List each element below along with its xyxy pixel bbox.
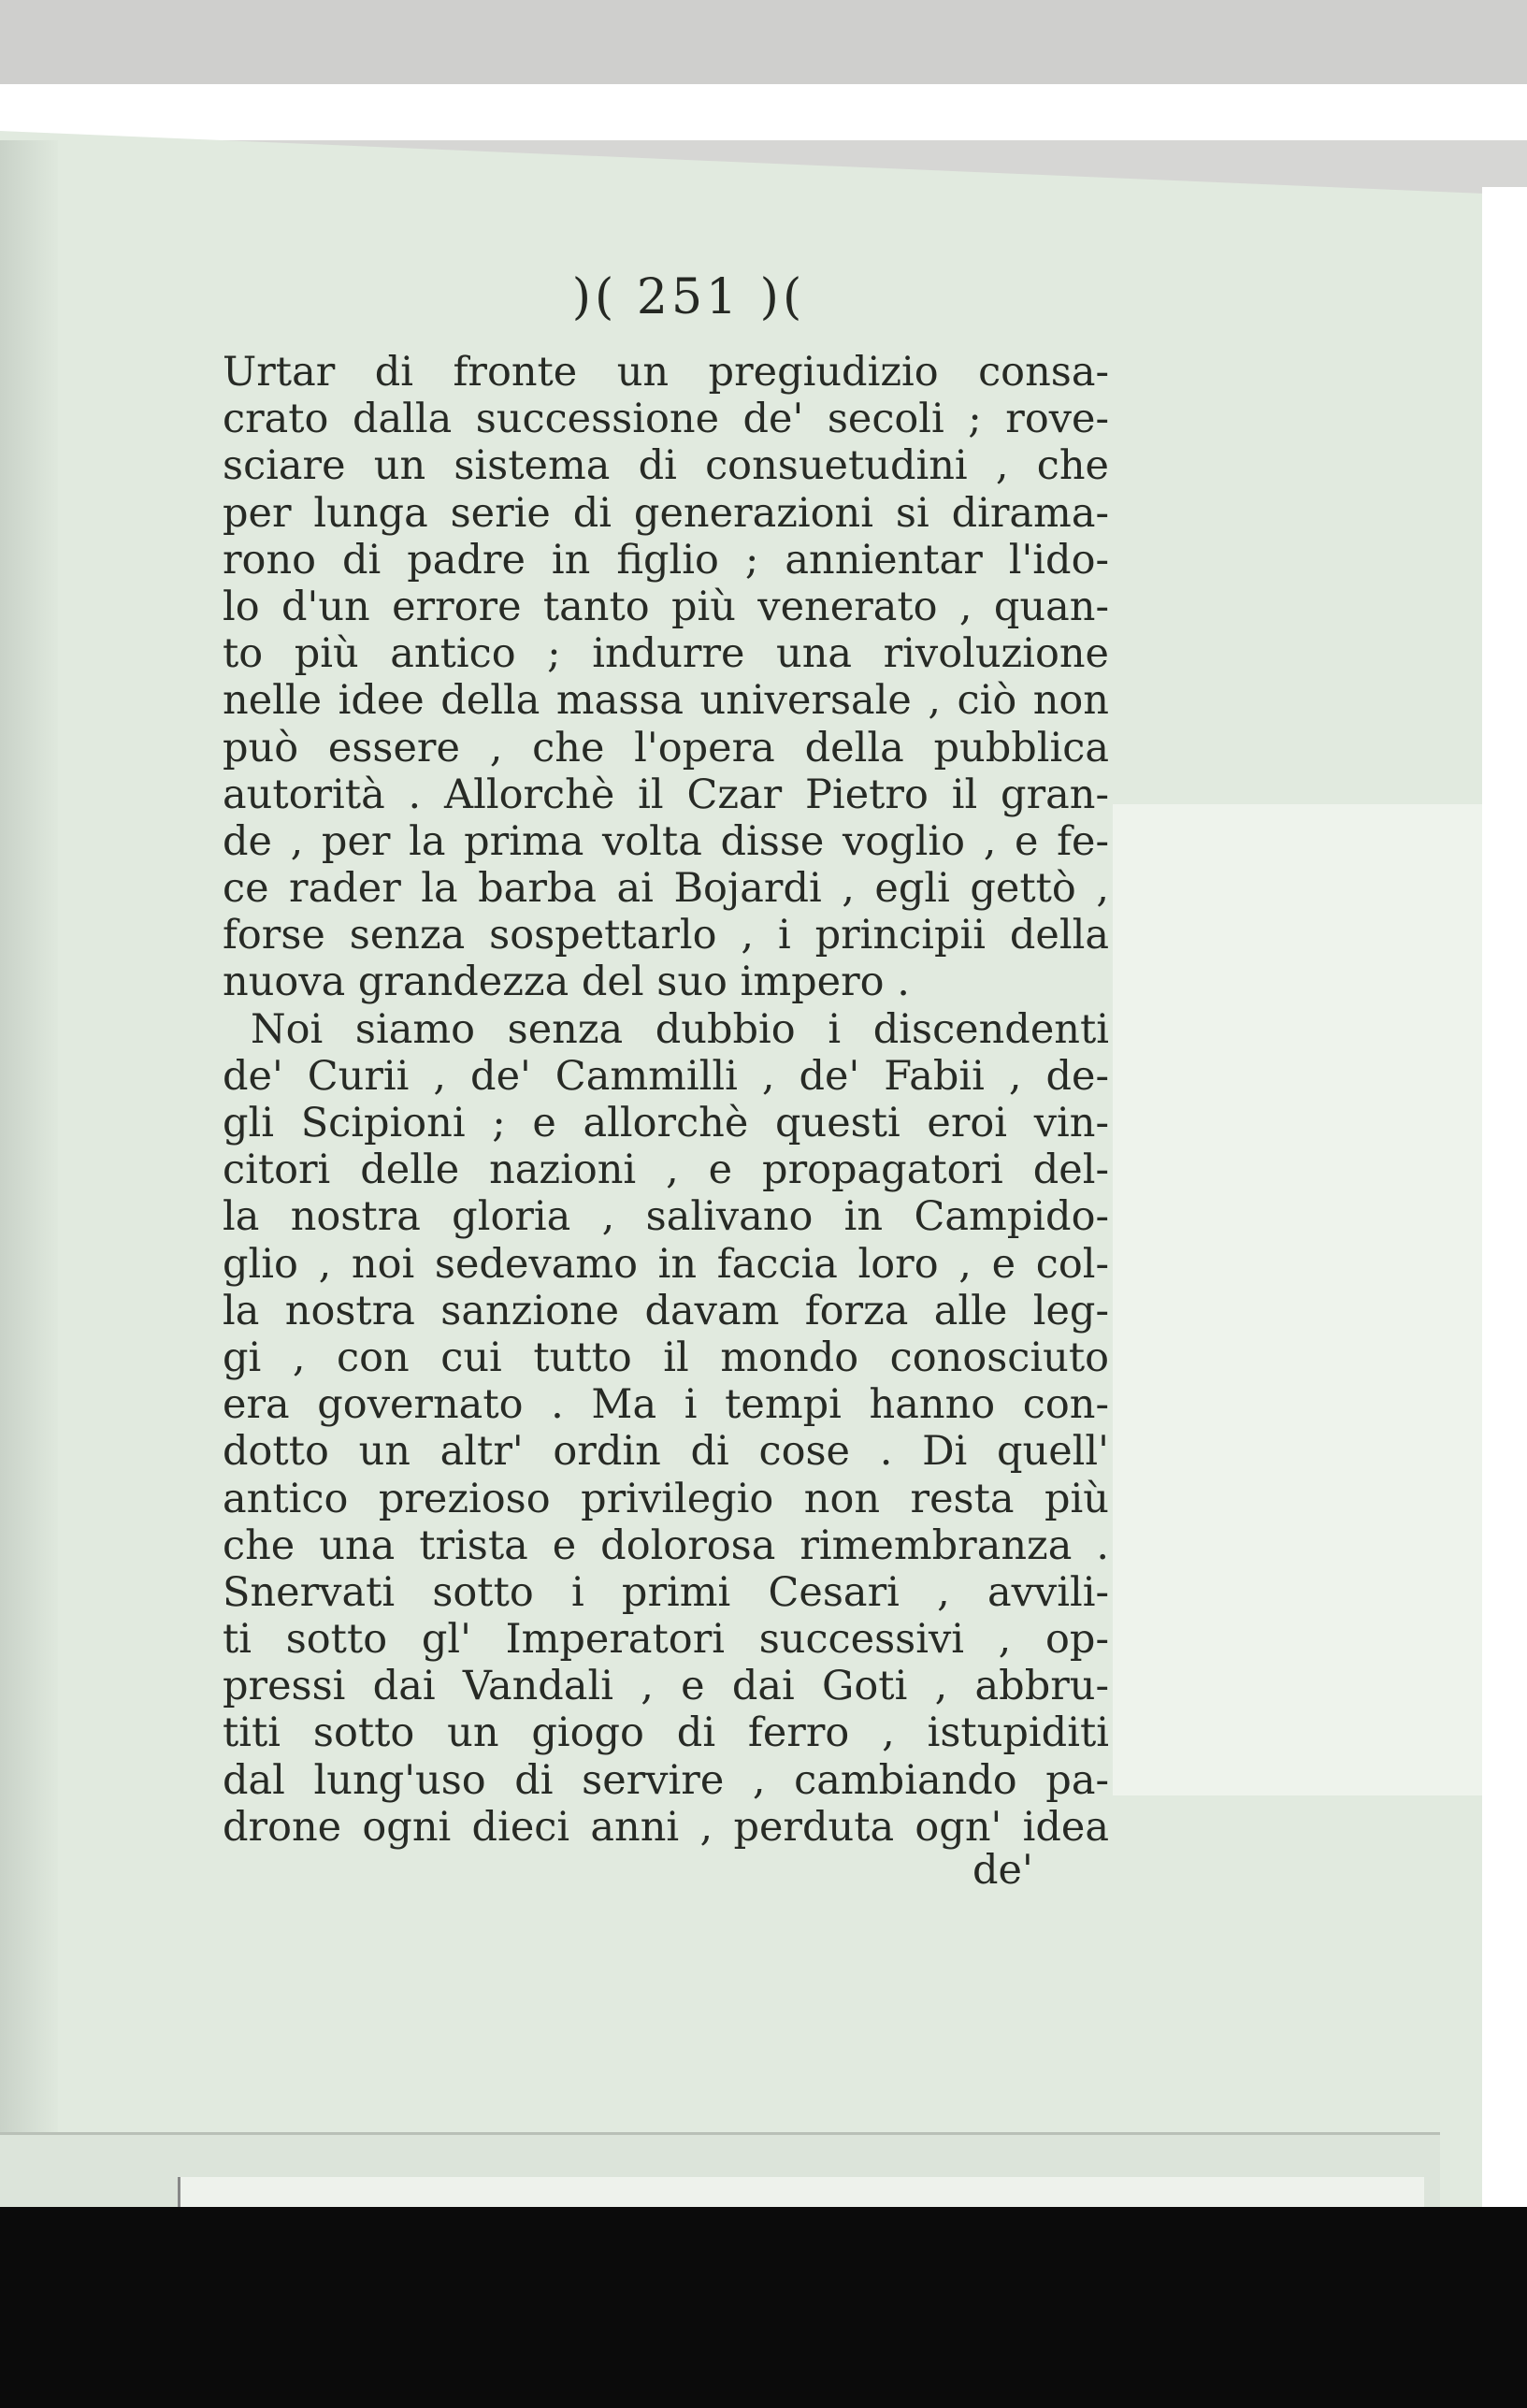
- page-gutter: [0, 140, 58, 2198]
- text-line: Noi siamo senza dubbio i discendenti: [251, 1005, 1109, 1053]
- text-line: gi , con cui tutto il mondo conosciuto: [223, 1334, 1109, 1381]
- text-line: pressi dai Vandali , e dai Goti , abbru-: [223, 1663, 1109, 1710]
- text-line: dotto un altr' ordin di cose . Di quell': [223, 1428, 1109, 1476]
- scan-background-top: [0, 0, 1527, 84]
- text-line: era governato . Ma i tempi hanno con-: [223, 1381, 1109, 1429]
- text-line: ce rader la barba ai Bojardi , egli gettò ,: [223, 865, 1109, 913]
- text-line: antico prezioso privilegio non resta più: [223, 1475, 1109, 1522]
- text-line: forse senza sospettarlo , i principii della: [223, 912, 1109, 959]
- text-line: rono di padre in figlio ; annientar l'ido-: [223, 536, 1109, 584]
- text-line: la nostra sanzione davam forza alle leg-: [223, 1287, 1109, 1334]
- text-line: lo d'un errore tanto più venerato , quan-: [223, 583, 1109, 630]
- text-line: autorità . Allorchè il Czar Pietro il gran-: [223, 771, 1109, 818]
- text-line: per lunga serie di generazioni si dirama-: [223, 489, 1109, 537]
- text-line: nelle idee della massa universale , ciò non: [223, 677, 1109, 725]
- text-line: che una trista e dolorosa rimembranza .: [223, 1521, 1109, 1569]
- page-right-edge: [1482, 187, 1527, 2291]
- text-line: sciare un sistema di consuetudini , che: [223, 442, 1109, 490]
- catchword: de': [972, 1847, 1033, 1894]
- text-line: crato dalla successione de' secoli ; rove-: [223, 396, 1109, 443]
- page-number-header: )( 251 )(: [571, 269, 806, 325]
- text-line: Snervati sotto i primi Cesari , avvili-: [223, 1568, 1109, 1616]
- text-line: Urtar di fronte un pregiudizio consa-: [223, 349, 1109, 396]
- text-line: to più antico ; indurre una rivoluzione: [223, 630, 1109, 678]
- body-text: [223, 349, 1109, 1851]
- text-line: nuova grandezza del suo impero .: [223, 959, 910, 1006]
- text-line: dal lung'uso di servire , cambiando pa-: [223, 1756, 1109, 1804]
- text-line: può essere , che l'opera della pubblica: [223, 724, 1109, 771]
- text-line: la nostra gloria , salivano in Campido-: [223, 1193, 1109, 1241]
- text-line: titi sotto un giogo di ferro , istupiditi: [223, 1709, 1109, 1757]
- scan-white-margin: [0, 84, 1527, 140]
- text-line: de , per la prima volta disse voglio , e fe-: [223, 817, 1109, 865]
- text-line: ti sotto gl' Imperatori successivi , op-: [223, 1616, 1109, 1664]
- text-line: de' Curii , de' Cammilli , de' Fabii , de-: [223, 1052, 1109, 1100]
- page-light-patch: [1113, 804, 1482, 1795]
- text-line: drone ogni dieci anni , perduta ogn' idea: [223, 1803, 1109, 1851]
- text-line: citori delle nazioni , e propagatori del-: [223, 1146, 1109, 1194]
- text-line: glio , noi sedevamo in faccia loro , e col-: [223, 1240, 1109, 1288]
- scan-background-bottom: [0, 2207, 1527, 2408]
- running-head: [0, 269, 1527, 325]
- text-line: gli Scipioni ; e allorchè questi eroi vin-: [223, 1100, 1109, 1146]
